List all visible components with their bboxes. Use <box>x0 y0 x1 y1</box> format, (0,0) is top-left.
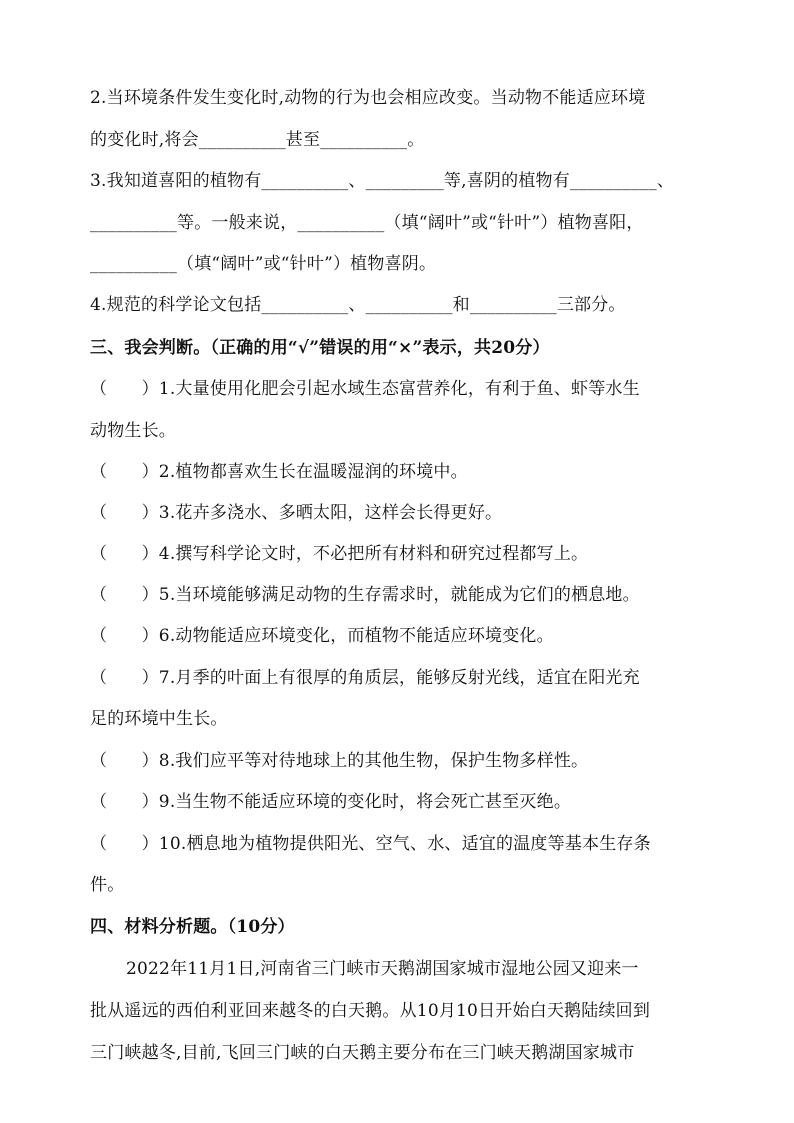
judgment-item-7-line-2: 足的环境中生长。 <box>90 709 228 729</box>
section-4-heading: 四、材料分析题。（10分） <box>90 917 295 937</box>
judgment-item-8: （ ）8.我们应平等对待地球上的其他生物，保护生物多样性。 <box>90 751 589 771</box>
judgment-item-5: （ ）5.当环境能够满足动物的生存需求时，就能成为它们的栖息地。 <box>90 585 640 605</box>
question-4-line-1: 4.规范的科学论文包括__________、__________和__________三部分。 <box>90 295 626 315</box>
judgment-item-2: （ ）2.植物都喜欢生长在温暖湿润的环境中。 <box>90 462 468 482</box>
judgment-item-7-line-1: （ ）7.月季的叶面上有很厚的角质层，能够反射光线，适宜在阳光充 <box>90 668 640 688</box>
question-3-line-3: __________（填“阔叶”或“针叶”）植物喜阴。 <box>90 254 437 274</box>
question-3-line-1: 3.我知道喜阳的植物有__________、_________等,喜阴的植物有__________、 <box>90 171 675 191</box>
material-paragraph-line-1: 2022年11月1日,河南省三门峡市天鹅湖国家城市湿地公园又迎来一 <box>126 959 639 979</box>
judgment-item-1-line-1: （ ）1.大量使用化肥会引起水域生态富营养化，有利于鱼、虾等水生 <box>90 379 640 399</box>
material-paragraph-line-3: 三门峡越冬,目前,飞回三门峡的白天鹅主要分布在三门峡天鹅湖国家城市 <box>90 1043 635 1063</box>
section-3-heading: 三、我会判断。（正确的用“√”错误的用“×”表示，共20分） <box>90 338 550 358</box>
judgment-item-9: （ ）9.当生物不能适应环境的变化时，将会死亡甚至灭绝。 <box>90 792 572 812</box>
question-3-line-2: __________等。一般来说，__________（填“阔叶”或“针叶”）植物喜阳， <box>90 213 644 233</box>
judgment-item-6: （ ）6.动物能适应环境变化，而植物不能适应环境变化。 <box>90 626 554 646</box>
judgment-item-4: （ ）4.撰写科学论文时，不必把所有材料和研究过程都写上。 <box>90 544 589 564</box>
judgment-item-10-line-2: 件。 <box>90 875 125 895</box>
judgment-item-10-line-1: （ ）10.栖息地为植物提供阳光、空气、水、适宜的温度等基本生存条 <box>90 834 651 854</box>
judgment-item-3: （ ）3.花卉多浇水、多晒太阳，这样会长得更好。 <box>90 503 503 523</box>
question-2-line-2: 的变化时,将会__________甚至__________。 <box>90 130 425 150</box>
question-2-line-1: 2.当环境条件发生变化时,动物的行为也会相应改变。当动物不能适应环境 <box>90 88 646 108</box>
material-paragraph-line-2: 批从遥远的西伯利亚回来越冬的白天鹅。从10月10日开始白天鹅陆续回到 <box>90 1001 651 1021</box>
judgment-item-1-line-2: 动物生长。 <box>90 421 176 441</box>
